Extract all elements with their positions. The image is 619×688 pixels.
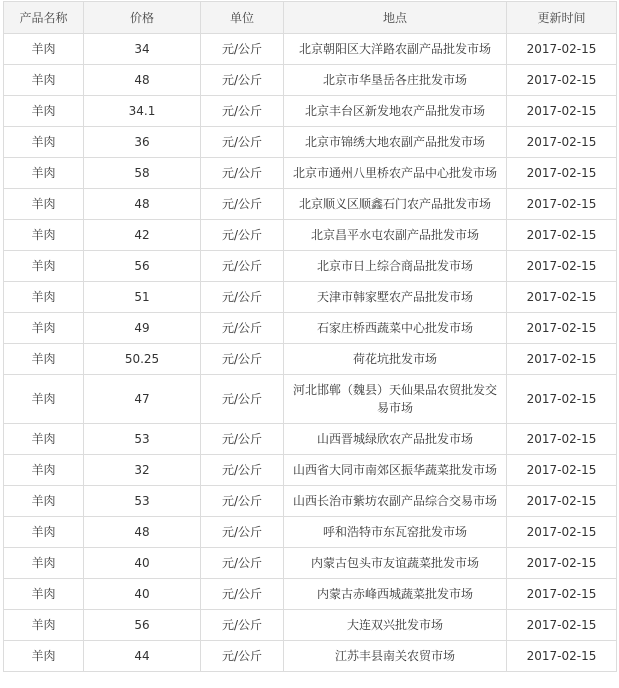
cell-price: 56 <box>84 610 201 641</box>
cell-product: 羊肉 <box>4 251 84 282</box>
cell-unit: 元/公斤 <box>201 282 284 313</box>
cell-product: 羊肉 <box>4 641 84 672</box>
table-row <box>4 344 617 375</box>
header-unit: 单位 <box>201 2 284 34</box>
cell-price: 48 <box>84 517 201 548</box>
cell-location: 内蒙古赤峰西城蔬菜批发市场 <box>284 579 507 610</box>
cell-date: 2017-02-15 <box>507 220 617 251</box>
table-row <box>4 189 617 220</box>
table-body <box>4 34 617 672</box>
cell-unit: 元/公斤 <box>201 313 284 344</box>
header-row <box>4 2 617 34</box>
cell-unit: 元/公斤 <box>201 65 284 96</box>
cell-unit: 元/公斤 <box>201 375 284 424</box>
cell-date: 2017-02-15 <box>507 579 617 610</box>
cell-price: 53 <box>84 424 201 455</box>
cell-unit: 元/公斤 <box>201 455 284 486</box>
cell-location: 北京丰台区新发地农产品批发市场 <box>284 96 507 127</box>
cell-product: 羊肉 <box>4 424 84 455</box>
cell-product: 羊肉 <box>4 189 84 220</box>
cell-date: 2017-02-15 <box>507 251 617 282</box>
cell-product: 羊肉 <box>4 313 84 344</box>
cell-price: 48 <box>84 189 201 220</box>
cell-location: 北京市日上综合商品批发市场 <box>284 251 507 282</box>
cell-price: 34 <box>84 34 201 65</box>
cell-product: 羊肉 <box>4 127 84 158</box>
cell-price: 58 <box>84 158 201 189</box>
price-table <box>3 1 617 672</box>
cell-date: 2017-02-15 <box>507 127 617 158</box>
table-row <box>4 96 617 127</box>
table-row <box>4 313 617 344</box>
cell-price: 44 <box>84 641 201 672</box>
cell-location: 荷花坑批发市场 <box>284 344 507 375</box>
cell-location: 大连双兴批发市场 <box>284 610 507 641</box>
cell-location: 北京市通州八里桥农产品中心批发市场 <box>284 158 507 189</box>
table-row <box>4 375 617 424</box>
cell-unit: 元/公斤 <box>201 548 284 579</box>
cell-product: 羊肉 <box>4 96 84 127</box>
cell-price: 50.25 <box>84 344 201 375</box>
table-row <box>4 158 617 189</box>
header-date: 更新时间 <box>507 2 617 34</box>
cell-date: 2017-02-15 <box>507 65 617 96</box>
cell-price: 32 <box>84 455 201 486</box>
cell-unit: 元/公斤 <box>201 610 284 641</box>
cell-location: 山西晋城绿欣农产品批发市场 <box>284 424 507 455</box>
cell-location: 天津市韩家墅农产品批发市场 <box>284 282 507 313</box>
table-row <box>4 517 617 548</box>
cell-product: 羊肉 <box>4 282 84 313</box>
table-row <box>4 455 617 486</box>
cell-unit: 元/公斤 <box>201 424 284 455</box>
table-row <box>4 220 617 251</box>
cell-location: 内蒙古包头市友谊蔬菜批发市场 <box>284 548 507 579</box>
cell-product: 羊肉 <box>4 344 84 375</box>
cell-date: 2017-02-15 <box>507 344 617 375</box>
cell-date: 2017-02-15 <box>507 96 617 127</box>
cell-price: 56 <box>84 251 201 282</box>
cell-price: 42 <box>84 220 201 251</box>
cell-location: 山西长治市紫坊农副产品综合交易市场 <box>284 486 507 517</box>
cell-date: 2017-02-15 <box>507 313 617 344</box>
cell-location: 江苏丰县南关农贸市场 <box>284 641 507 672</box>
cell-price: 51 <box>84 282 201 313</box>
table-row <box>4 282 617 313</box>
cell-date: 2017-02-15 <box>507 548 617 579</box>
table-header <box>4 2 617 34</box>
cell-location: 石家庄桥西蔬菜中心批发市场 <box>284 313 507 344</box>
cell-location: 北京顺义区顺鑫石门农产品批发市场 <box>284 189 507 220</box>
cell-location: 呼和浩特市东瓦窑批发市场 <box>284 517 507 548</box>
header-product: 产品名称 <box>4 2 84 34</box>
cell-price: 47 <box>84 375 201 424</box>
table-row <box>4 251 617 282</box>
table-row <box>4 548 617 579</box>
cell-date: 2017-02-15 <box>507 517 617 548</box>
header-location: 地点 <box>284 2 507 34</box>
cell-price: 49 <box>84 313 201 344</box>
cell-date: 2017-02-15 <box>507 641 617 672</box>
cell-price: 40 <box>84 548 201 579</box>
cell-date: 2017-02-15 <box>507 486 617 517</box>
cell-product: 羊肉 <box>4 220 84 251</box>
cell-product: 羊肉 <box>4 65 84 96</box>
cell-unit: 元/公斤 <box>201 344 284 375</box>
cell-unit: 元/公斤 <box>201 158 284 189</box>
table-row <box>4 579 617 610</box>
cell-location: 北京市华垦岳各庄批发市场 <box>284 65 507 96</box>
cell-product: 羊肉 <box>4 610 84 641</box>
table-row <box>4 486 617 517</box>
table-row <box>4 65 617 96</box>
cell-price: 40 <box>84 579 201 610</box>
cell-unit: 元/公斤 <box>201 641 284 672</box>
cell-location: 北京昌平水屯农副产品批发市场 <box>284 220 507 251</box>
cell-location: 北京朝阳区大洋路农副产品批发市场 <box>284 34 507 65</box>
cell-unit: 元/公斤 <box>201 34 284 65</box>
cell-unit: 元/公斤 <box>201 220 284 251</box>
cell-date: 2017-02-15 <box>507 158 617 189</box>
table-row <box>4 424 617 455</box>
cell-date: 2017-02-15 <box>507 424 617 455</box>
cell-date: 2017-02-15 <box>507 375 617 424</box>
cell-price: 53 <box>84 486 201 517</box>
cell-product: 羊肉 <box>4 158 84 189</box>
cell-product: 羊肉 <box>4 375 84 424</box>
header-price: 价格 <box>84 2 201 34</box>
cell-date: 2017-02-15 <box>507 282 617 313</box>
cell-product: 羊肉 <box>4 34 84 65</box>
cell-location: 山西省大同市南郊区振华蔬菜批发市场 <box>284 455 507 486</box>
cell-product: 羊肉 <box>4 548 84 579</box>
table-row <box>4 34 617 65</box>
cell-product: 羊肉 <box>4 579 84 610</box>
table-row <box>4 610 617 641</box>
cell-unit: 元/公斤 <box>201 486 284 517</box>
cell-unit: 元/公斤 <box>201 127 284 158</box>
cell-price: 34.1 <box>84 96 201 127</box>
cell-date: 2017-02-15 <box>507 34 617 65</box>
table-row <box>4 127 617 158</box>
cell-location: 北京市锦绣大地农副产品批发市场 <box>284 127 507 158</box>
cell-unit: 元/公斤 <box>201 96 284 127</box>
cell-date: 2017-02-15 <box>507 455 617 486</box>
cell-unit: 元/公斤 <box>201 579 284 610</box>
table-row <box>4 641 617 672</box>
cell-date: 2017-02-15 <box>507 610 617 641</box>
cell-unit: 元/公斤 <box>201 251 284 282</box>
cell-price: 36 <box>84 127 201 158</box>
cell-location: 河北邯郸（魏县）天仙果品农贸批发交易市场 <box>284 375 507 424</box>
cell-product: 羊肉 <box>4 486 84 517</box>
cell-price: 48 <box>84 65 201 96</box>
cell-product: 羊肉 <box>4 455 84 486</box>
cell-unit: 元/公斤 <box>201 189 284 220</box>
cell-date: 2017-02-15 <box>507 189 617 220</box>
cell-product: 羊肉 <box>4 517 84 548</box>
cell-unit: 元/公斤 <box>201 517 284 548</box>
